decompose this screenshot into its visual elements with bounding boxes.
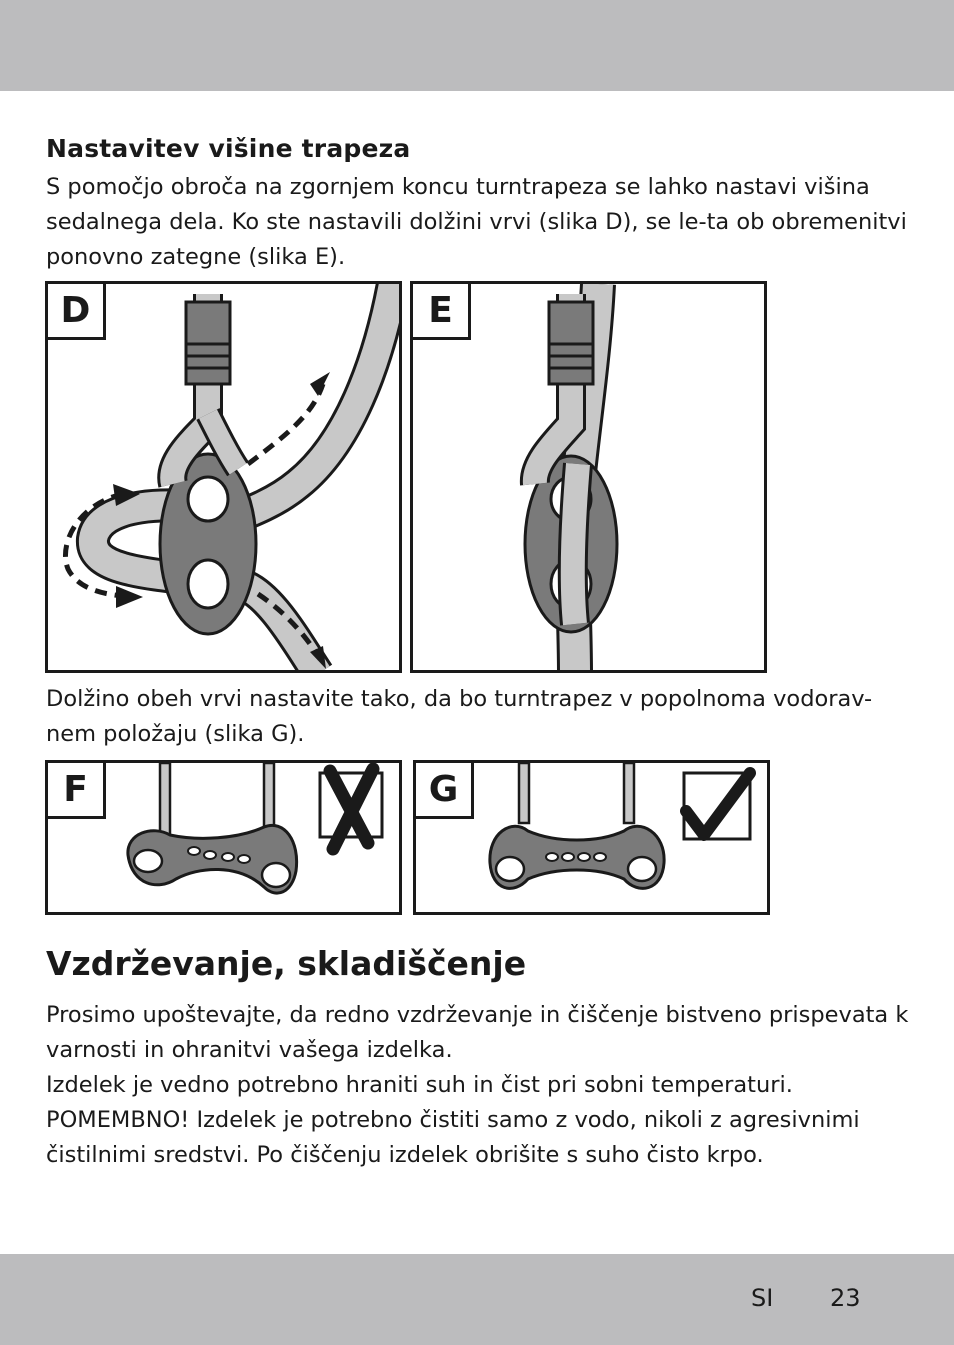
paragraph-line: sedalnega dela. Ko ste nastavili dolžini vrvi (slika D), se le-ta ob obremenitvi — [46, 209, 907, 235]
page-number: 23 — [830, 1284, 861, 1312]
paragraph-line: Izdelek je vedno potrebno hraniti suh in čist pri sobni temperaturi. — [46, 1072, 793, 1098]
figure-label-e: E — [413, 284, 471, 340]
figure-g-trapeze-level — [413, 760, 770, 915]
paragraph-line: varnosti in ohranitvi vašega izdelka. — [46, 1037, 453, 1063]
paragraph-line: ponovno zategne (slika E). — [46, 244, 346, 270]
figure-d-rope-loosened — [45, 281, 402, 673]
section-heading-height-adjust: Nastavitev višine trapeza — [46, 134, 411, 163]
figure-label-d: D — [48, 284, 106, 340]
paragraph-rope-length — [46, 682, 906, 752]
paragraph-line: S pomočjo obroča na zgornjem koncu turntrapeza se lahko nastavi višina — [46, 174, 870, 200]
figure-d-illustration — [48, 284, 399, 670]
paragraph-maintenance — [46, 998, 909, 1173]
paragraph-line: nem položaju (slika G). — [46, 721, 305, 747]
section-heading-maintenance: Vzdrževanje, skladiščenje — [46, 944, 527, 983]
footer-band — [0, 1254, 954, 1345]
paragraph-height-adjust — [46, 170, 906, 275]
figure-f-trapeze-tilted — [45, 760, 402, 915]
footer-language-code: SI — [751, 1284, 774, 1312]
header-band — [0, 0, 954, 91]
figure-label-g: G — [416, 763, 474, 819]
paragraph-line: POMEMBNO! Izdelek je potrebno čistiti samo z vodo, nikoli z agresivnimi — [46, 1107, 860, 1133]
paragraph-line: čistilnimi sredstvi. Po čiščenju izdelek obrišite s suho čisto krpo. — [46, 1142, 764, 1168]
paragraph-line: Prosimo upoštevajte, da redno vzdrževanje in čiščenje bistveno prispevata k — [46, 1002, 909, 1028]
figure-label-f: F — [48, 763, 106, 819]
figure-e-illustration — [413, 284, 764, 670]
paragraph-line: Dolžino obeh vrvi nastavite tako, da bo turntrapez v popolnoma vodorav- — [46, 686, 873, 712]
figure-e-rope-tightened — [410, 281, 767, 673]
